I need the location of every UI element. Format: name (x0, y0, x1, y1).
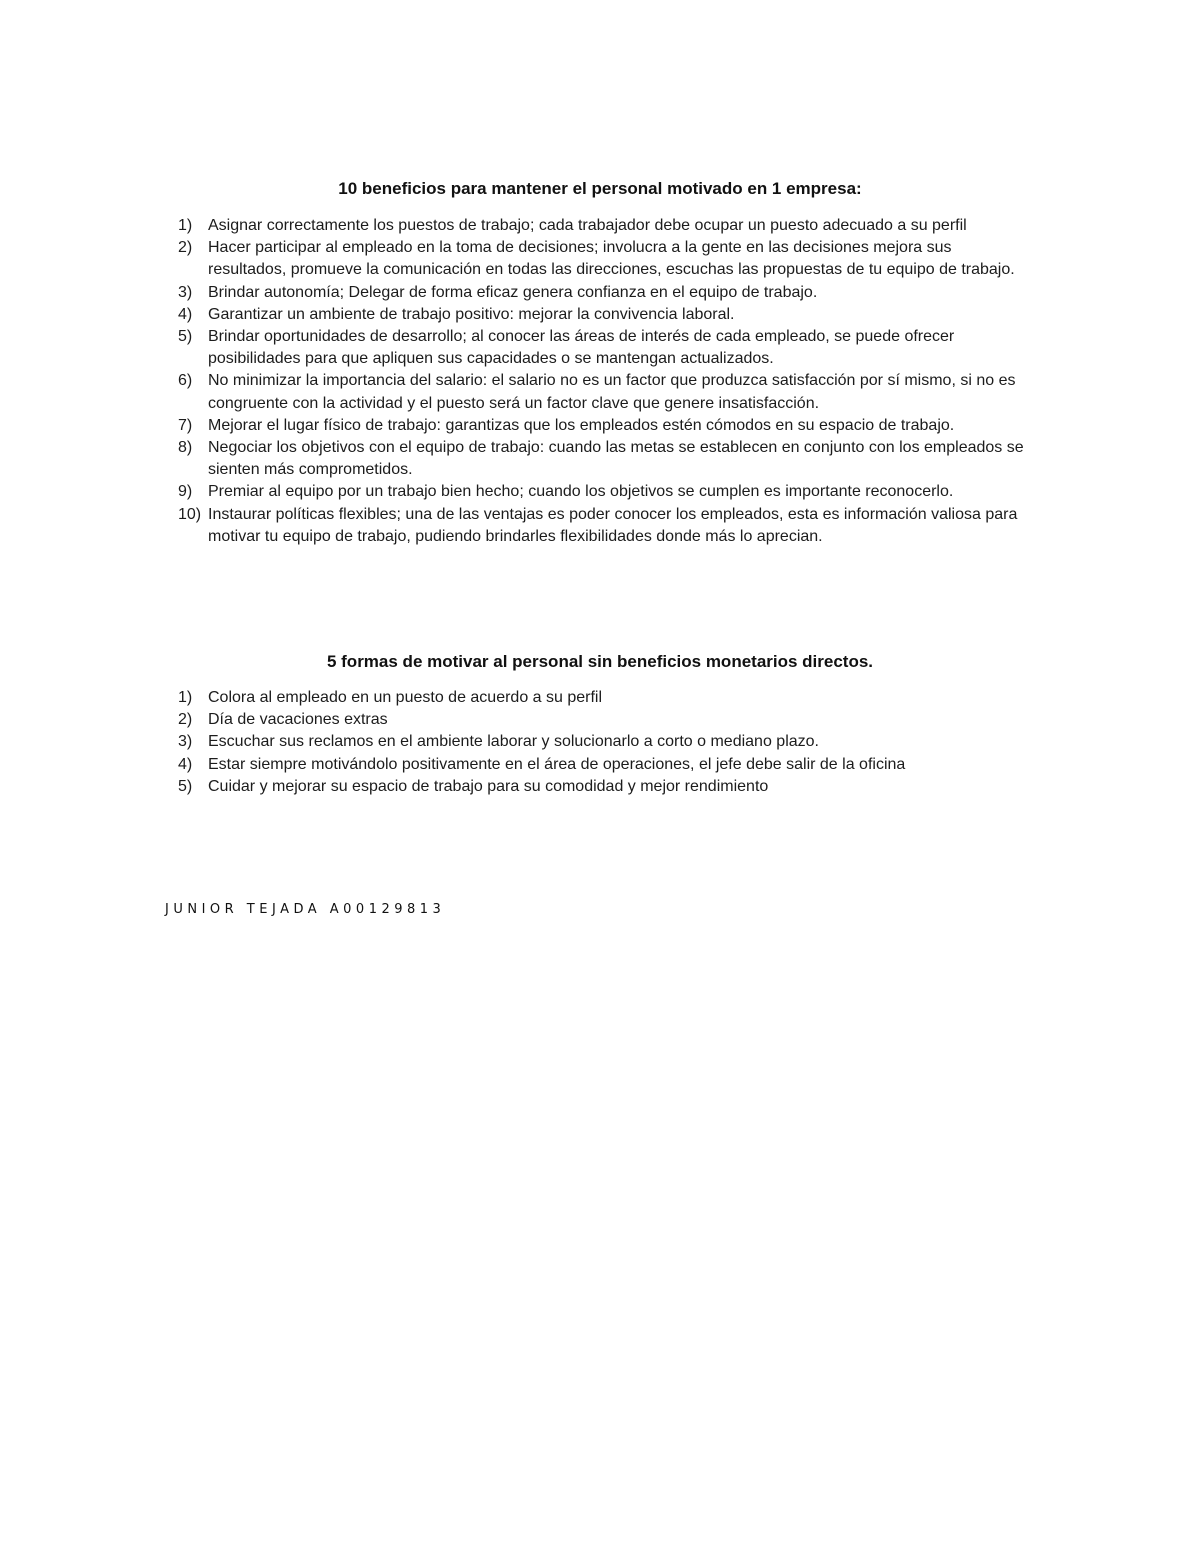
list-item (178, 504, 1028, 548)
item-text: Escuchar sus reclamos en el ambiente laborar y solucionarlo a corto o mediano plazo. (208, 733, 819, 751)
item-number: 6) (178, 372, 193, 390)
list-item (178, 326, 1028, 370)
list-item (178, 776, 1028, 798)
item-text: Brindar oportunidades de desarrollo; al conocer las áreas de interés de cada empleado, se puede ofrecer posibilidades para que apliquen sus capacidades o se mantengan actualizados. (208, 328, 955, 368)
item-number: 5) (178, 777, 193, 795)
section-2-title: 5 formas de motivar al personal sin beneficios monetarios directos. (326, 652, 874, 671)
author-signature: JUNIOR TEJADA A00129813 (165, 902, 446, 917)
item-number: 4) (178, 755, 193, 773)
item-text: Garantizar un ambiente de trabajo positivo: mejorar la convivencia laboral. (208, 305, 735, 323)
item-number: 8) (178, 439, 193, 457)
item-number: 9) (178, 483, 193, 501)
list-item (178, 215, 1028, 237)
item-text: Instaurar políticas flexibles; una de las ventajas es poder conocer los empleados, esta es información valiosa para motivar tu equipo de trabajo, pudiendo brindarles flexibilidades donde más lo aprecian. (208, 505, 1018, 545)
item-number: 3) (178, 733, 193, 751)
list-item (178, 437, 1028, 481)
list-item (178, 731, 1028, 753)
item-text: Negociar los objetivos con el equipo de trabajo: cuando las metas se establecen en conjunto con los empleados se sienten más comprometidos. (208, 439, 1024, 479)
item-text: Hacer participar al empleado en la toma de decisiones; involucra a la gente en las decisiones mejora sus resultados, promueve la comunicación en todas las direcciones, escuchas las propuestas de tu equipo de trabajo. (208, 239, 1015, 279)
benefits-list (178, 215, 1028, 548)
item-number: 1) (178, 689, 193, 706)
item-text: Cuidar y mejorar su espacio de trabajo para su comodidad y mejor rendimiento (208, 777, 769, 795)
item-text: Colora al empleado en un puesto de acuerdo a su perfil (208, 689, 603, 706)
list-item (178, 237, 1028, 281)
list-item (178, 415, 1028, 437)
list-item (178, 282, 1028, 304)
item-number: 2) (178, 239, 193, 257)
item-number: 4) (178, 305, 193, 323)
item-text: No minimizar la importancia del salario: el salario no es un factor que produzca satisfacción por sí mismo, si no es congruente con la actividad y el puesto será un factor clave que genere insatisfacción. (208, 372, 1016, 412)
item-text: Premiar al equipo por un trabajo bien hecho; cuando los objetivos se cumplen es importante reconocerlo. (208, 483, 954, 501)
section-1-title: 10 beneficios para mantener el personal motivado en 1 empresa: (338, 179, 862, 198)
item-number: 5) (178, 328, 193, 346)
motivation-list (178, 687, 1028, 798)
item-text: Estar siempre motivándolo positivamente en el área de operaciones, el jefe debe salir de la oficina (208, 755, 906, 773)
item-text: Día de vacaciones extras (208, 711, 388, 729)
item-number: 7) (178, 416, 193, 434)
item-text: Asignar correctamente los puestos de trabajo; cada trabajador debe ocupar un puesto adecuado a su perfil (208, 217, 967, 234)
list-item (178, 709, 1028, 731)
item-text: Brindar autonomía; Delegar de forma eficaz genera confianza en el equipo de trabajo. (208, 283, 818, 301)
item-number: 3) (178, 283, 193, 301)
item-number: 10) (178, 505, 202, 523)
list-item (178, 370, 1028, 414)
item-text: Mejorar el lugar físico de trabajo: garantizas que los empleados estén cómodos en su espacio de trabajo. (208, 416, 955, 434)
list-item (178, 687, 1028, 709)
item-number: 2) (178, 711, 193, 729)
list-item (178, 304, 1028, 326)
list-item (178, 754, 1028, 776)
item-number: 1) (178, 217, 193, 234)
list-item (178, 481, 1028, 503)
